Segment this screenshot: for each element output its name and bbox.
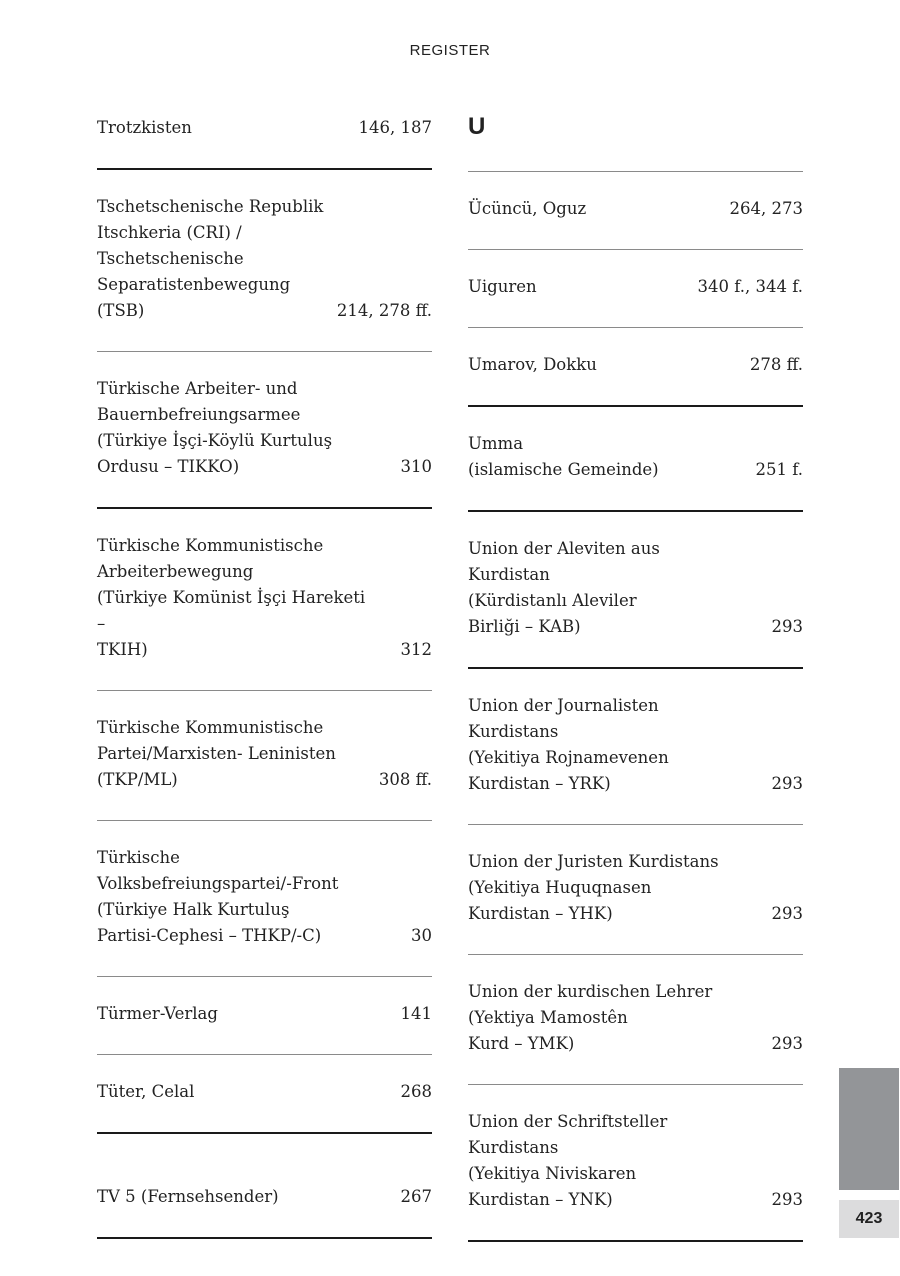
entry-term: Union der Aleviten aus Kurdistan (Kürdistanlı Aleviler Birliği – KAB) — [468, 539, 660, 636]
index-entry — [97, 977, 432, 1054]
entry-pages: 293 — [771, 617, 803, 636]
index-entry — [468, 172, 803, 249]
entry-pages: 312 — [400, 640, 432, 659]
entry-term: TV 5 (Fernsehsender) — [97, 1187, 279, 1206]
entry-term: Umma (islamische Gemeinde) — [468, 434, 659, 479]
letter-heading: U — [468, 113, 486, 140]
entry-pages: 293 — [771, 1190, 803, 1209]
entry-term: Union der Juristen Kurdistans (Yekitiya Huquqnasen Kurdistan – YHK) — [468, 852, 719, 923]
thumb-index-tab — [839, 1068, 899, 1190]
entry-term: Union der kurdischen Lehrer (Yektiya Mamostên Kurd – YMK) — [468, 982, 713, 1053]
index-entry — [97, 509, 432, 690]
entry-pages: 214, 278 ff. — [336, 301, 432, 320]
entry-pages: 267 — [400, 1187, 432, 1206]
left-column — [97, 91, 432, 1239]
entry-pages: 146, 187 — [358, 118, 432, 137]
entry-pages: 30 — [411, 926, 432, 945]
entry-pages: 308 ff. — [378, 770, 432, 789]
index-entry — [468, 955, 803, 1084]
entry-term: Türkische Kommunistische Partei/Marxisten- Leninisten (TKP/ML) — [97, 718, 336, 789]
index-entry — [97, 821, 432, 976]
index-entry — [97, 91, 432, 168]
index-entry — [97, 352, 432, 507]
divider — [97, 1237, 432, 1239]
index-entry — [97, 691, 432, 820]
entry-pages: 141 — [400, 1004, 432, 1023]
entry-pages: 251 f. — [755, 460, 803, 479]
entry-pages: 268 — [400, 1082, 432, 1101]
entry-term: Union der Journalisten Kurdistans (Yekitiya Rojnamevenen Kurdistan – YRK) — [468, 696, 669, 793]
entry-pages: 310 — [400, 457, 432, 476]
page-number: 423 — [839, 1200, 899, 1238]
index-entry — [468, 328, 803, 405]
entry-pages: 293 — [771, 1034, 803, 1053]
index-entry — [97, 1055, 432, 1132]
index-entry — [97, 1134, 432, 1237]
right-column — [468, 91, 803, 1242]
entry-term: Tschetschenische Republik Itschkeria (CRI) / Tschetschenische Separatistenbewegung (TSB) — [97, 197, 324, 320]
index-entry — [468, 512, 803, 667]
entry-term: Ücüncü, Oguz — [468, 199, 587, 218]
entry-pages: 293 — [771, 904, 803, 923]
divider — [468, 1240, 803, 1242]
index-entry — [468, 1085, 803, 1240]
index-entry — [468, 407, 803, 510]
entry-term: Türmer-Verlag — [97, 1004, 218, 1023]
entry-term: Trotzkisten — [97, 118, 192, 137]
entry-pages: 278 ff. — [749, 355, 803, 374]
entry-term: Union der Schriftsteller Kurdistans (Yekitiya Niviskaren Kurdistan – YNK) — [468, 1112, 668, 1209]
entry-pages: 264, 273 — [729, 199, 803, 218]
entry-pages: 340 f., 344 f. — [697, 277, 803, 296]
index-entry — [468, 669, 803, 824]
entry-term: Türkische Kommunistische Arbeiterbewegung (Türkiye Komünist İşçi Hareketi – TKIH) — [97, 536, 366, 659]
index-entry — [468, 825, 803, 954]
index-entry — [468, 250, 803, 327]
entry-term: Türkische Arbeiter- und Bauernbefreiungsarmee (Türkiye İşçi-Köylü Kurtuluş Ordusu – TIKKO) — [97, 379, 333, 476]
entry-term: Türkische Volksbefreiungspartei/-Front (Türkiye Halk Kurtuluş Partisi-Cephesi – THKP/-C) — [97, 848, 339, 945]
entry-term: Umarov, Dokku — [468, 355, 597, 374]
entry-term: Tüter, Celal — [97, 1082, 195, 1101]
index-entry — [97, 170, 432, 351]
entry-pages: 293 — [771, 774, 803, 793]
running-header: REGISTER — [409, 42, 491, 59]
entry-term: Uiguren — [468, 277, 537, 296]
